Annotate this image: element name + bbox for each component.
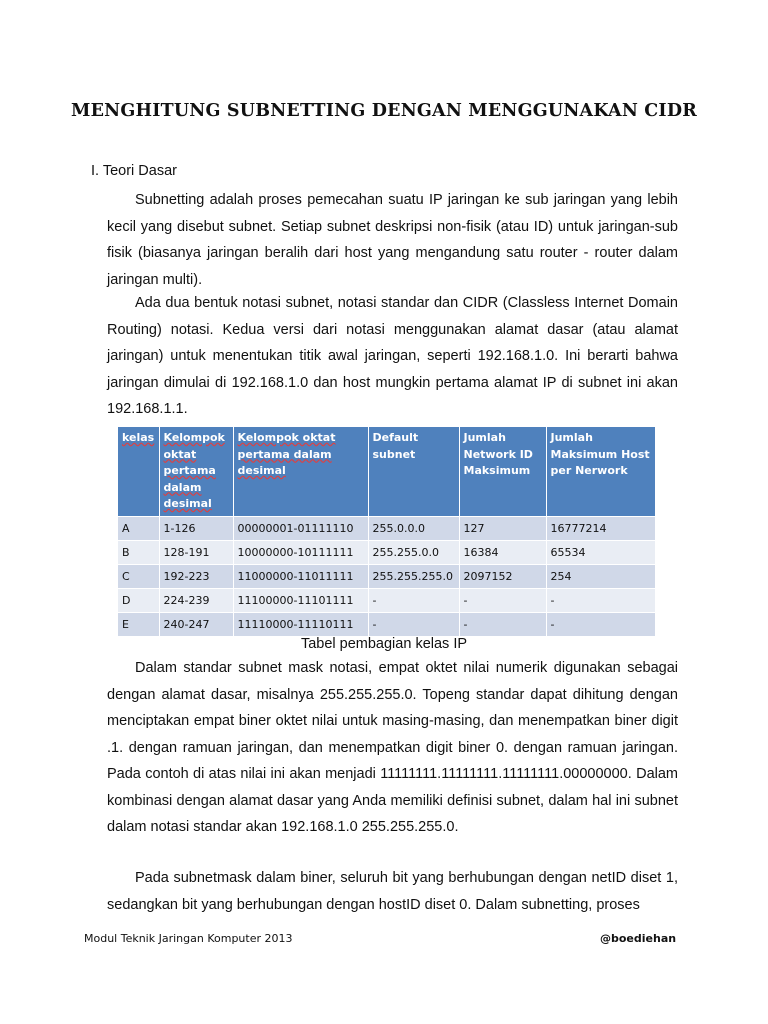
- table-row: [118, 564, 655, 588]
- table-header-cell: Jumlah Maksimum Host per Nerwork: [546, 427, 655, 516]
- footer-module-name: Modul Teknik Jaringan Komputer 2013: [84, 932, 293, 945]
- table-cell: 255.0.0.0: [368, 516, 459, 540]
- table-cell: 16384: [459, 540, 546, 564]
- table-header-cell: Default subnet: [368, 427, 459, 516]
- table-cell: 240-247: [159, 612, 233, 636]
- table-cell: -: [368, 612, 459, 636]
- table-header-cell: Jumlah Network ID Maksimum: [459, 427, 546, 516]
- table-cell: 2097152: [459, 564, 546, 588]
- table-cell: 11000000-11011111: [233, 564, 368, 588]
- paragraph-1: Subnetting adalah proses pemecahan suatu IP jaringan ke sub jaringan yang lebih kecil yang disebut subnet. Setiap subnet deskripsi non-fisik (atau ID) untuk jaringan-sub fisik (biasanya jaringan beralih dari host yang mengandung satu router - router dalam jaringan multi).: [107, 192, 678, 288]
- table-cell: 16777214: [546, 516, 655, 540]
- table-header-row: [118, 427, 655, 516]
- document-title: MENGHITUNG SUBNETTING DENGAN MENGGUNAKAN CIDR: [71, 101, 697, 121]
- table-cell: 128-191: [159, 540, 233, 564]
- paragraph-2: Ada dua bentuk notasi subnet, notasi standar dan CIDR (Classless Internet Domain Routing) notasi. Kedua versi dari notasi menggunakan alamat dasar (atau alamat jaringan) untuk menentukan titik awal jaringan, seperti 192.168.1.0. Ini berarti bahwa jaringan dimulai di 192.168.1.0 dan host mungkin pertama alamat IP di subnet ini akan 192.168.1.1.: [107, 295, 678, 417]
- table-cell: -: [459, 588, 546, 612]
- table-cell: 127: [459, 516, 546, 540]
- table-cell: 254: [546, 564, 655, 588]
- table-cell: 10000000-10111111: [233, 540, 368, 564]
- table-cell: 11110000-11110111: [233, 612, 368, 636]
- footer-author-handle: @boediehan: [600, 932, 677, 945]
- table-cell: C: [118, 564, 159, 588]
- table-cell: 192-223: [159, 564, 233, 588]
- table-row: [118, 612, 655, 636]
- table-caption: Tabel pembagian kelas IP: [300, 636, 468, 652]
- table-cell: 255.255.0.0: [368, 540, 459, 564]
- table-cell: -: [546, 588, 655, 612]
- paragraph-3: Dalam standar subnet mask notasi, empat oktet nilai numerik digunakan sebagai dengan alamat dasar, misalnya 255.255.255.0. Topeng standar dapat dihitung dengan menciptakan empat biner oktet nilai untuk masing-masing, dan menempatkan biner digit .1. dengan ramuan jaringan, dan menempatkan digit biner 0. dengan ramuan jaringan. Pada contoh di atas nilai ini akan menjadi 11111111.11111111.11111111.00000000. Dalam kombinasi dengan alamat dasar yang Anda memiliki definisi subnet, dalam hal ini subnet dalam notasi standar akan 192.168.1.0 255.255.255.0.: [107, 660, 678, 835]
- table-cell: -: [368, 588, 459, 612]
- section-heading: I. Teori Dasar: [91, 163, 177, 179]
- table-cell: 1-126: [159, 516, 233, 540]
- table-cell: D: [118, 588, 159, 612]
- table-cell: E: [118, 612, 159, 636]
- table-cell: -: [459, 612, 546, 636]
- ip-class-table: [118, 427, 656, 636]
- table-cell: 65534: [546, 540, 655, 564]
- table-cell: A: [118, 516, 159, 540]
- table-cell: 00000001-01111110: [233, 516, 368, 540]
- table-cell: 255.255.255.0: [368, 564, 459, 588]
- table-header-cell: Kelompok oktat pertama dalam desimal: [233, 427, 368, 516]
- table-cell: B: [118, 540, 159, 564]
- table-cell: 11100000-11101111: [233, 588, 368, 612]
- table-row: [118, 540, 655, 564]
- table-cell: -: [546, 612, 655, 636]
- table-row: [118, 516, 655, 540]
- table-header-cell: Kelompok oktat pertama dalam desimal: [159, 427, 233, 516]
- table-row: [118, 588, 655, 612]
- paragraph-4: Pada subnetmask dalam biner, seluruh bit yang berhubungan dengan netID diset 1, sedangkan bit yang berhubungan dengan hostID diset 0. Dalam subnetting, proses: [107, 870, 678, 913]
- table-header-cell: kelas: [118, 427, 159, 516]
- table-cell: 224-239: [159, 588, 233, 612]
